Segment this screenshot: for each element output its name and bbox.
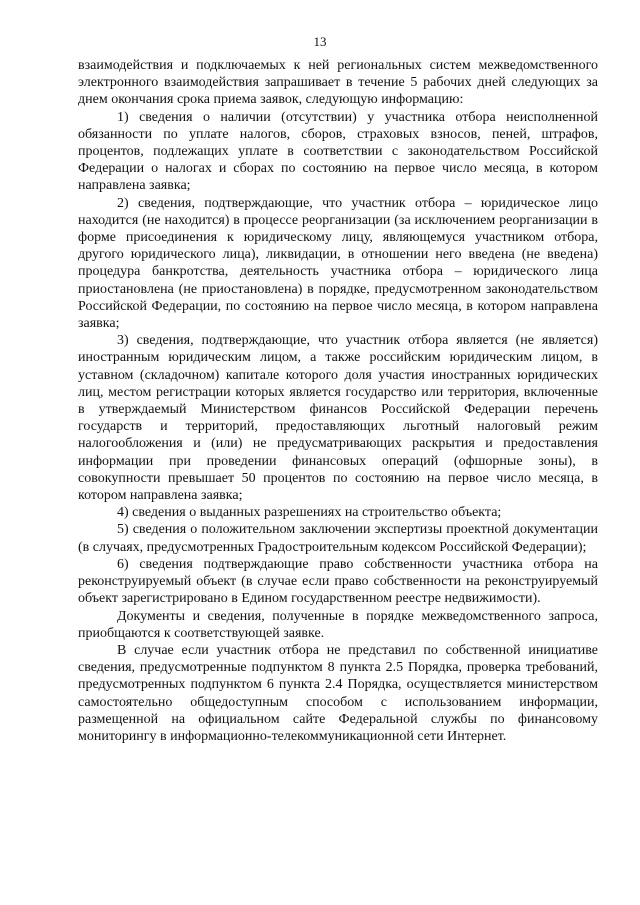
page-number: 13 — [313, 34, 327, 49]
paragraph-4: 3) сведения, подтверждающие, что участник отбора является (не является) иностранным юридическим лицом, а также российским юридическим лицом, в уставном (складочном) капитале которого доля участия иностранных юридических лиц, местом регистрации которых является государство или территория, включенные в утверждаемый Министерством финансов Российской Федерации перечень государств и территорий, предоставляющих льготный налоговый режим налогообложения и (или) не предусматривающих раскрытия и предоставления информации при проведении финансовых операций (офшорные зоны), в совокупности превышает 50 процентов по состоянию на первое число месяца, в котором направлена заявка; — [78, 333, 598, 504]
document-body — [78, 57, 598, 745]
paragraph-8: Документы и сведения, полученные в порядке межведомственного запроса, приобщаются к соответствующей заявке. — [78, 608, 598, 641]
paragraph-2: 1) сведения о наличии (отсутствии) у участника отбора неисполненной обязанности по уплате налогов, сборов, страховых взносов, пеней, штрафов, процентов, подлежащих уплате в соответствии с законодательством Российской Федерации о налогах и сборах по состоянию на первое число месяца, в котором направлена заявка; — [78, 109, 598, 194]
paragraph-7: 6) сведения подтверждающие право собственности участника отбора на реконструируемый объект (в случае если право собственности на реконструируемый объект зарегистрировано в Едином государственном реестре недвижимости). — [78, 556, 598, 607]
paragraph-1: взаимодействия и подключаемых к ней региональных систем межведомственного электронного взаимодействия запрашивает в течение 5 рабочих дней следующих за днем окончания срока приема заявок, следующую информацию: — [78, 58, 598, 108]
paragraph-9: В случае если участник отбора не представил по собственной инициативе сведения, предусмотренные подпунктом 8 пункта 2.5 Порядка, проверка требований, предусмотренных подпунктом 6 пункта 2.4 Порядка, осуществляется министерством самостоятельно общедоступным способом с использованием информации, размещенной на официальном сайте Федеральной службы по финансовому мониторингу в информационно-телекоммуникационной сети Интернет. — [78, 642, 598, 744]
paragraph-6: 5) сведения о положительном заключении экспертизы проектной документации (в случаях, предусмотренных Градостроительным кодексом Российской Федерации); — [78, 522, 598, 555]
paragraph-3: 2) сведения, подтверждающие, что участник отбора – юридическое лицо находится (не находится) в процессе реорганизации (за исключением реорганизации в форме присоединения к юридическому лицу, являющемуся участником отбора, другого юридического лица), ликвидации, в отношении него введена (не введена) процедура банкротства, деятельность участника отбора – юридического лица приостановлена (не приостановлена) в порядке, предусмотренном законодательством Российской Федерации, по состоянию на первое число месяца, в котором направлена заявка; — [78, 195, 598, 332]
paragraph-5: 4) сведения о выданных разрешениях на строительство объекта; — [117, 505, 502, 521]
